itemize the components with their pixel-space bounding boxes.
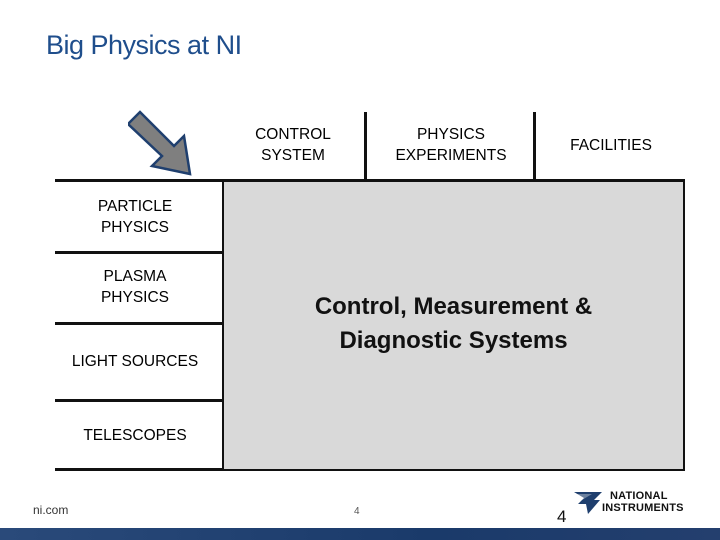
bottom-bar [0, 528, 720, 540]
footer-page-number-small: 4 [354, 506, 360, 517]
row-label-light-sources: LIGHT SOURCES [71, 352, 199, 370]
footer-site: ni.com [33, 503, 69, 517]
arrow-down-right-icon [128, 108, 200, 180]
column-header-facilities: FACILITIES [570, 136, 652, 154]
row-divider [55, 468, 223, 471]
ni-eagle-logo-icon [574, 490, 602, 514]
center-box-text: Control, Measurement & Diagnostic Systems [314, 293, 593, 354]
footer-page-number: 4 [557, 507, 567, 526]
column-header-control-system: CONTROL SYSTEM [255, 126, 331, 164]
page-title: Big Physics at NI [46, 30, 242, 60]
ni-logo-text: NATIONAL INSTRUMENTS [602, 490, 684, 514]
column-header-physics-experiments: PHYSICS EXPERIMENTS [395, 126, 507, 164]
row-label-particle-physics: PARTICLE PHYSICS [97, 197, 173, 236]
row-label-plasma-physics: PLASMA PHYSICS [100, 268, 170, 306]
row-label-telescopes: TELESCOPES [83, 426, 187, 444]
